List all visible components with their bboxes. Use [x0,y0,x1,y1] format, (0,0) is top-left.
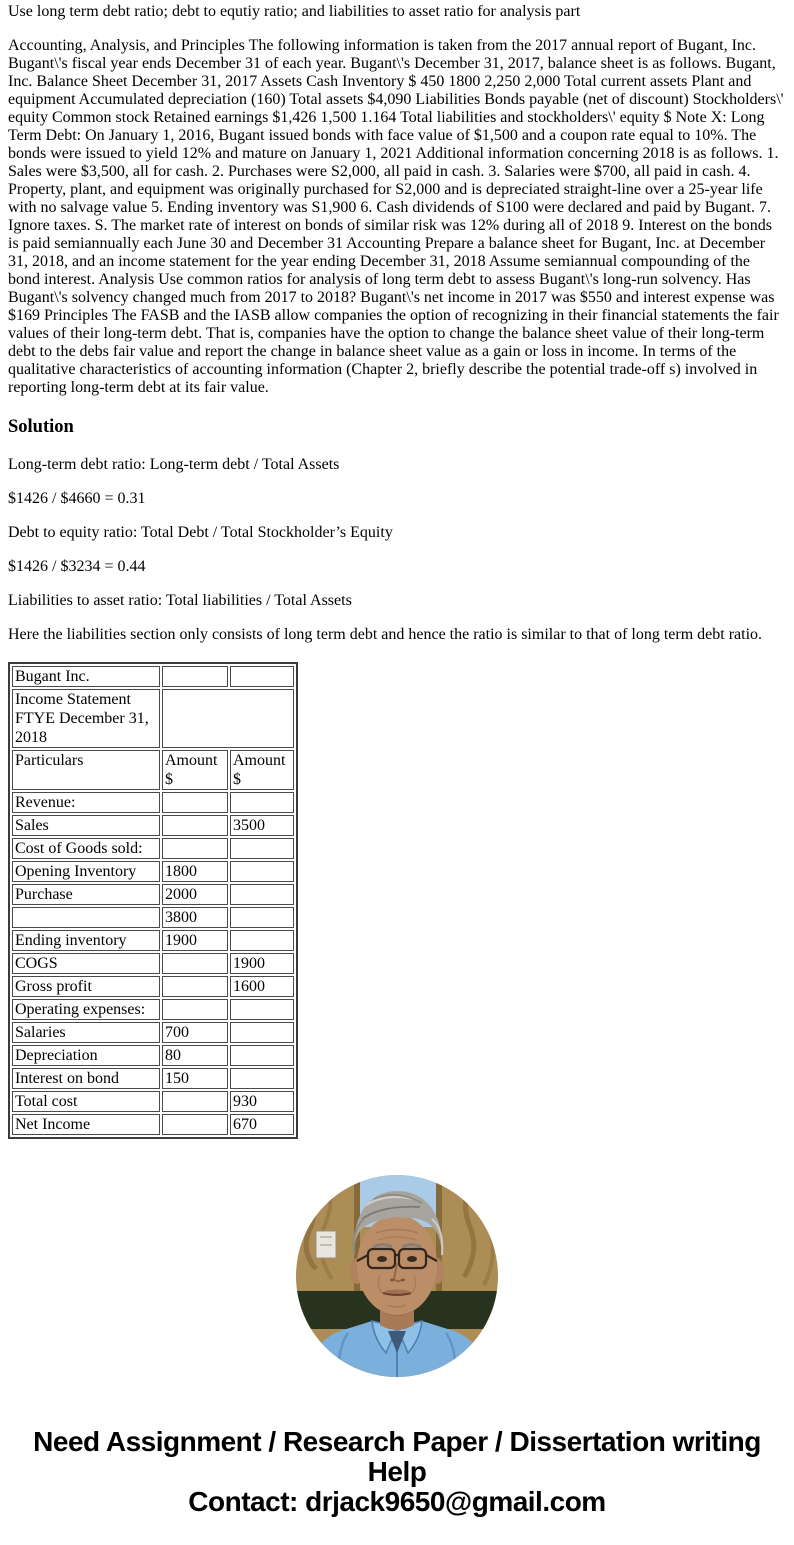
table-row [12,750,294,790]
table-cell: Particulars [12,750,160,790]
table-cell: Gross profit [12,976,160,997]
table-cell [230,666,294,687]
table-cell [162,953,228,974]
table-cell: 3800 [162,907,228,928]
person-photo [296,1175,498,1377]
table-cell: Amount $ [162,750,228,790]
table-cell: 670 [230,1114,294,1135]
table-row [12,666,294,687]
avatar-eye-left [377,1256,387,1262]
table-cell [230,907,294,928]
table-cell [230,999,294,1020]
table-cell: Cost of Goods sold: [12,838,160,859]
table-row [12,1114,294,1135]
income-statement-body [12,666,294,1135]
table-cell: Interest on bond [12,1068,160,1089]
table-cell [162,838,228,859]
table-cell: Salaries [12,1022,160,1043]
problem-paragraph: Accounting, Analysis, and Principles The following information is taken from the 2017 annual report of Bugant, Inc. Bugant\'s fiscal year ends December 31 of each year. Bugant\'s December 31, 2017, balance sheet is as follows. Bugant, Inc. Balance Sheet December 31, 2017 Assets Cash Inventory $ 450 1800 2,250 2,000 Total current assets Plant and equipment Accumulated depreciation (160) Total assets $4,090 Liabilities Bonds payable (net of discount) Stockholders\' equity Common stock Retained earnings $1,426 1,500 1.164 Total liabilities and stockholders\' equity $ Note X: Long Term Debt: On January 1, 2016, Bugant issued bonds with face value of $1,500 and a coupon rate equal to 10%. The bonds were issued to yield 12% and mature on January 1, 2021 Additional information concerning 2018 is as follows. 1. Sales were $3,500, all for cash. 2. Purchases were S2,000, all paid in cash. 3. Salaries were $700, all paid in cash. 4. Property, plant, and equipment was originally purchased for S2,000 and is depreciated straight-line over a 25-year life with no salvage value 5. Ending inventory was S1,900 6. Cash dividends of S100 were declared and paid by Bugant. 7. Ignore taxes. S. The market rate of interest on bonds of similar risk was 12% during all of 2018 9. Interest on the bonds is paid semiannually each June 30 and December 31 Accounting Prepare a balance sheet for Bugant, Inc. at December 31, 2018, and an income statement for the year ending December 31, 2018 Assume semiannual compounding of the bond interest. Analysis Use common ratios for analysis of long term debt to assess Bugant\'s long-run solvency. Has Bugant\'s solvency changed much from 2017 to 2018? Bugant\'s net income in 2017 was $550 and interest expense was $169 Principles The FASB and the IASB allow companies the option of recognizing in their financial statements the fair values of their long-term debt. That is, companies have the option to change the balance sheet value of their long-term debt to the debs fair value and report the change in balance sheet value as a gain or loss in income. In terms of the qualitative characteristics of accounting information (Chapter 2, briefly describe the potential trade-off s) involved in reporting long-term debt at its fair value. [8,37,784,396]
solution-heading: Solution [8,417,74,437]
table-cell [162,689,294,748]
table-row [12,953,294,974]
table-row [12,815,294,836]
table-cell [230,1045,294,1066]
solution-line-ltd-calc: $1426 / $4660 = 0.31 [8,490,146,507]
footer-contact-text: Contact: drjack9650@gmail.com [188,1486,606,1517]
footer-ad [8,1427,786,1517]
table-cell: Opening Inventory [12,861,160,882]
table-cell [230,930,294,951]
footer-help-text: Need Assignment / Research Paper / Dissertation writing Help [33,1426,761,1487]
solution-line-de-calc: $1426 / $3234 = 0.44 [8,558,146,575]
table-row [12,930,294,951]
table-row [12,792,294,813]
table-cell [230,884,294,905]
table-cell [12,907,160,928]
table-cell [162,999,228,1020]
table-row [12,861,294,882]
table-row [12,1022,294,1043]
solution-line-la-ratio: Liabilities to asset ratio: Total liabilities / Total Assets [8,592,352,609]
table-cell: Operating expenses: [12,999,160,1020]
table-row [12,1068,294,1089]
avatar-eye-right [407,1256,417,1262]
table-cell: Ending inventory [12,930,160,951]
table-row [12,907,294,928]
table-cell: 150 [162,1068,228,1089]
table-cell: 3500 [230,815,294,836]
table-cell: Amount $ [230,750,294,790]
solution-line-note: Here the liabilities section only consists of long term debt and hence the ratio is similar to that of long term debt ratio. [8,626,763,643]
table-cell: Sales [12,815,160,836]
table-cell: 1900 [230,953,294,974]
table-cell: 1900 [162,930,228,951]
table-row [12,1045,294,1066]
table-cell: Net Income [12,1114,160,1135]
table-cell [162,792,228,813]
table-cell: 80 [162,1045,228,1066]
table-cell [230,792,294,813]
table-cell [162,1091,228,1112]
table-cell: Depreciation [12,1045,160,1066]
table-cell [230,1068,294,1089]
table-cell [230,861,294,882]
table-cell [230,838,294,859]
solution-line-de-ratio: Debt to equity ratio: Total Debt / Total Stockholder’s Equity [8,524,393,541]
table-row [12,838,294,859]
solution-line-ltd-ratio: Long-term debt ratio: Long-term debt / Total Assets [8,456,340,473]
table-cell: 2000 [162,884,228,905]
table-row [12,884,294,905]
table-cell: 930 [230,1091,294,1112]
table-cell: Total cost [12,1091,160,1112]
table-cell: 1600 [230,976,294,997]
photo-row [8,1175,786,1377]
table-cell: 1800 [162,861,228,882]
table-cell: Purchase [12,884,160,905]
table-cell: Revenue: [12,792,160,813]
table-cell [230,1022,294,1043]
table-row [12,689,294,748]
intro-line: Use long term debt ratio; debt to equtiy ratio; and liabilities to asset ratio for analysis part [8,3,581,20]
table-cell: Income Statement FTYE December 31, 2018 [12,689,160,748]
table-cell: 700 [162,1022,228,1043]
table-row [12,976,294,997]
table-row [12,999,294,1020]
table-cell [162,1114,228,1135]
table-row [12,1091,294,1112]
table-cell: Bugant Inc. [12,666,160,687]
income-statement-table [8,662,298,1139]
table-cell: COGS [12,953,160,974]
table-cell [162,666,228,687]
table-cell [162,815,228,836]
table-cell [162,976,228,997]
